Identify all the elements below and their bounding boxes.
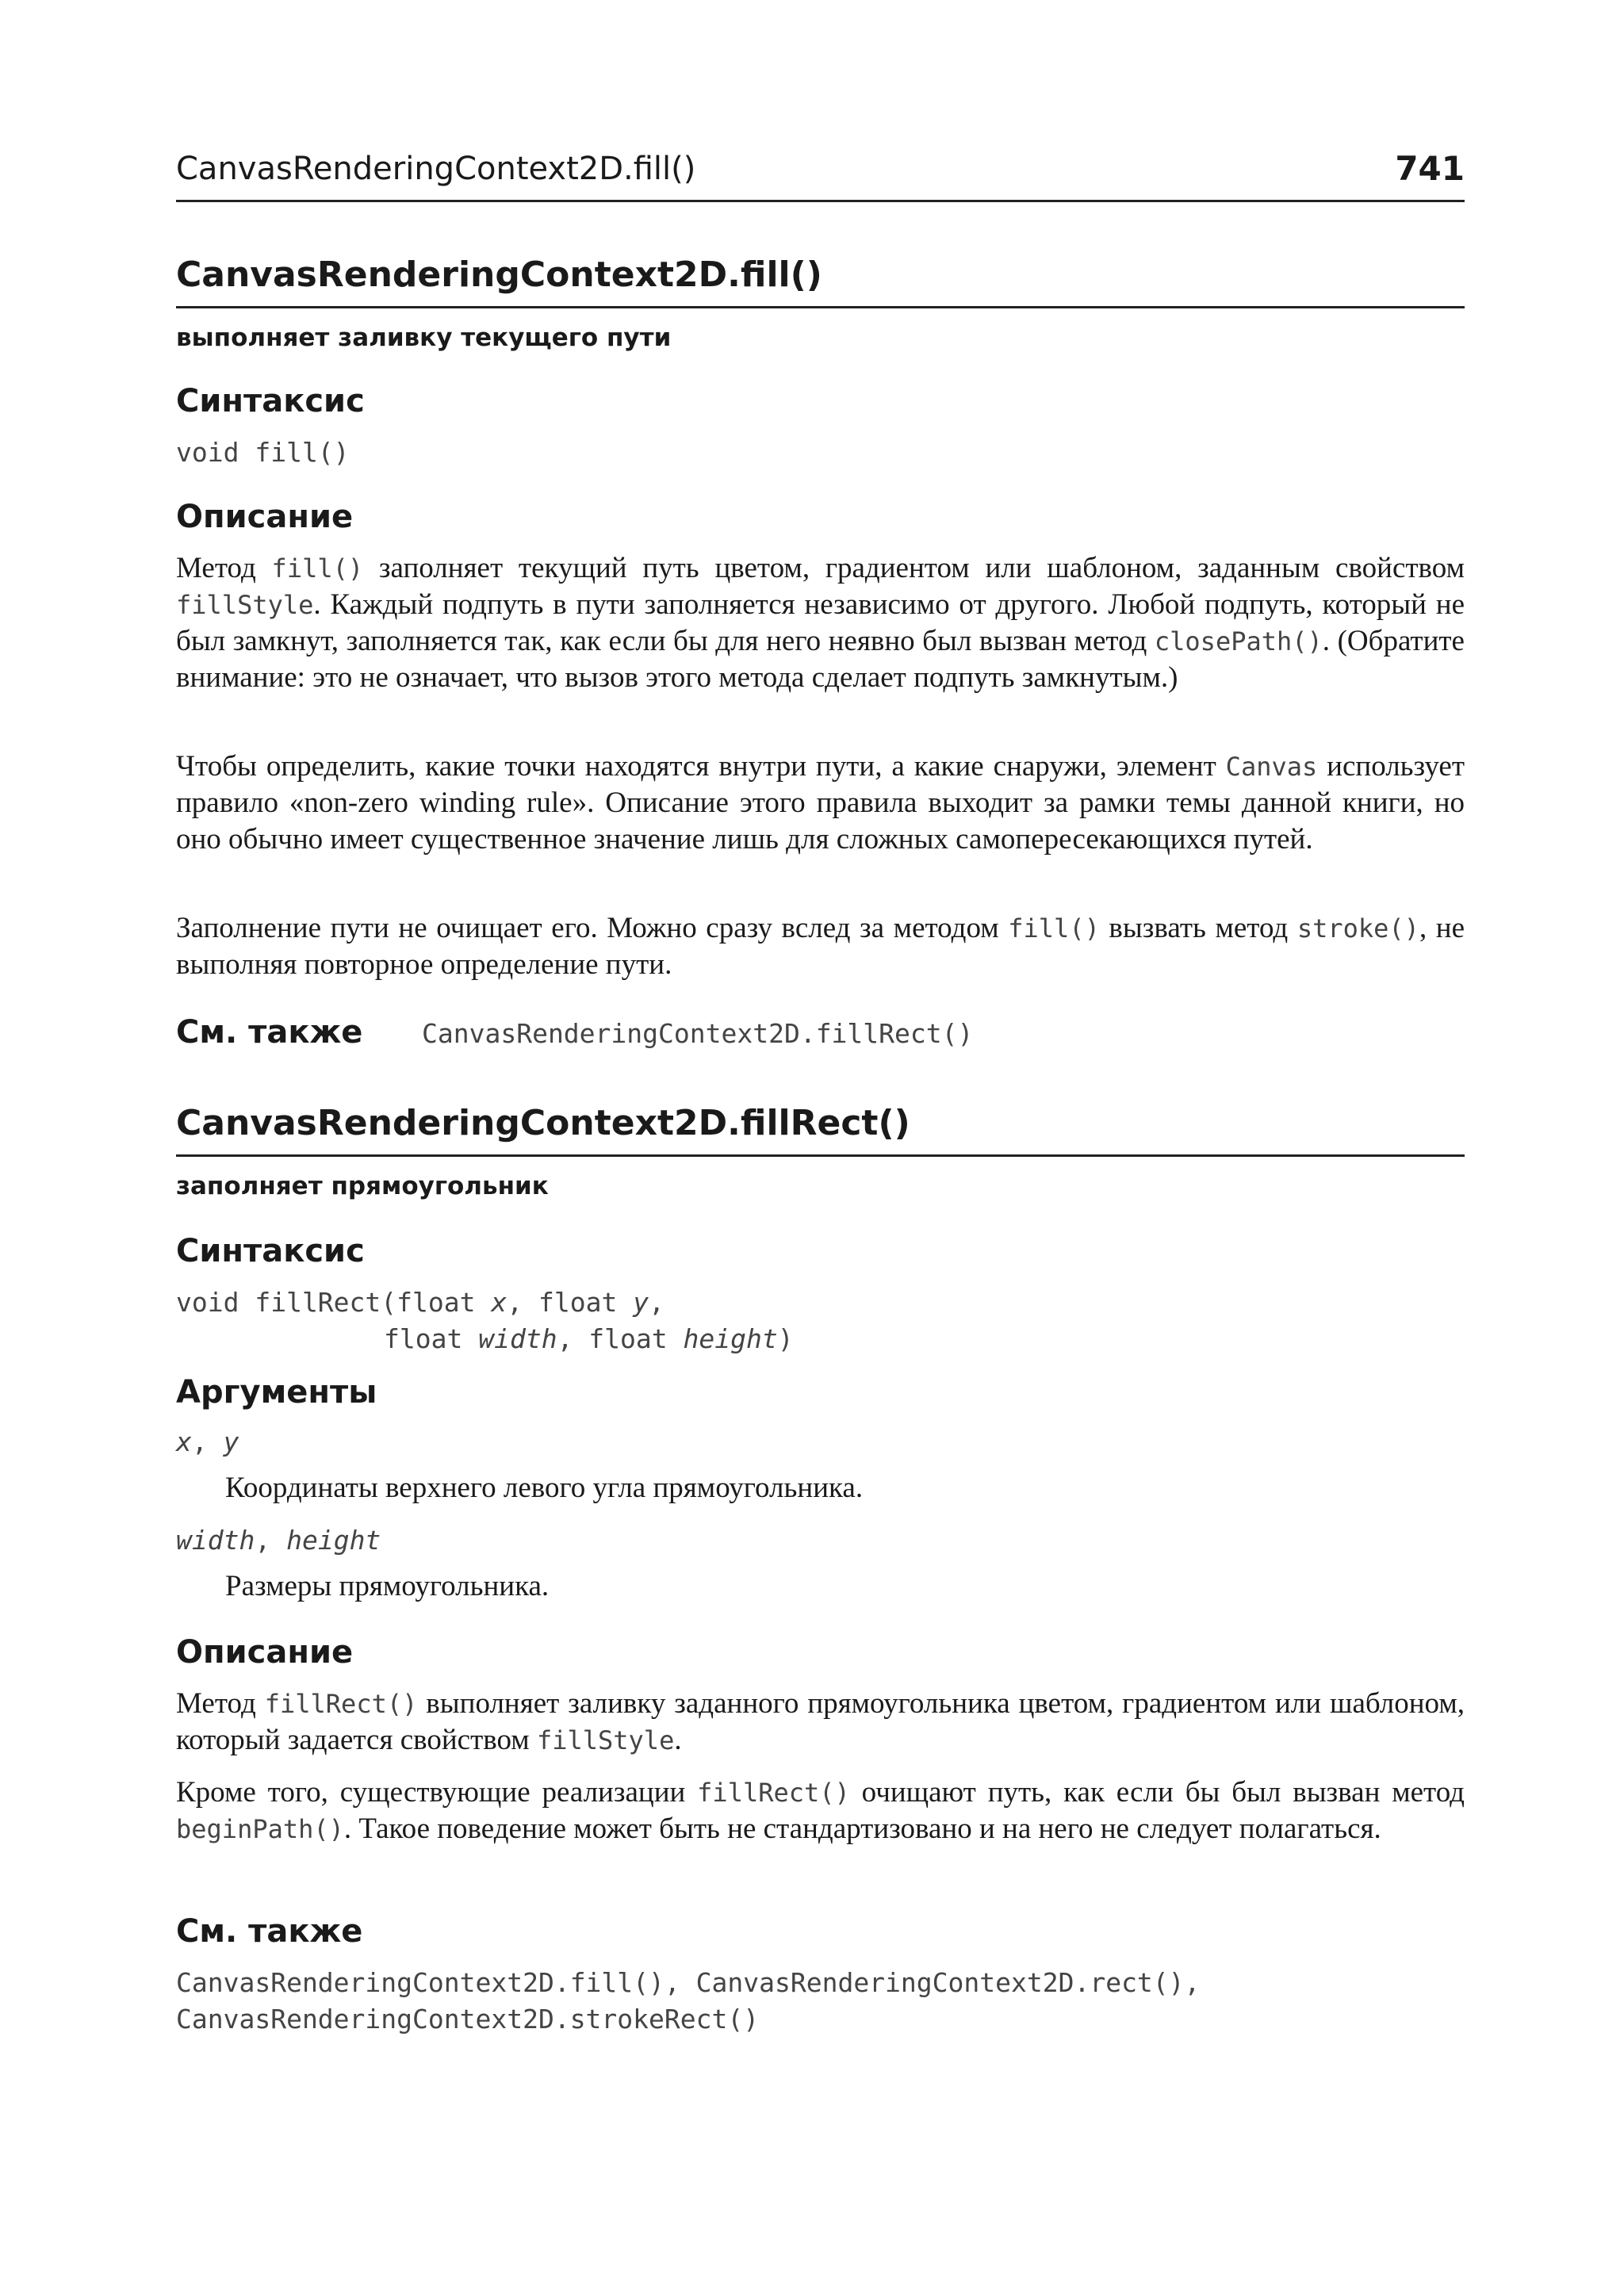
code-fillstyle: fillStyle [536,1725,675,1755]
entry-subtitle-fill: выполняет заливку текущего пути [176,323,672,352]
syntax-heading: Синтаксис [176,383,365,419]
arguments-heading: Аргументы [176,1374,377,1411]
code-fill: fill() [271,553,364,584]
code-canvas: Canvas [1225,752,1318,782]
code-fillrect: fillRect() [697,1778,850,1808]
see-also-link: CanvasRenderingContext2D.fillRect() [422,1018,974,1049]
see-also-link: CanvasRenderingContext2D.strokeRect() [176,2004,760,2035]
code-fill: fill() [1008,913,1100,944]
description-heading: Описание [176,1634,354,1671]
argument-name: x, y [176,1426,239,1457]
syntax-code-line: void fillRect(float x, float y, [176,1287,665,1318]
entry-title-fill: CanvasRenderingContext2D.fill() [176,252,1465,308]
argument-description: Размеры прямоугольника. [225,1570,550,1602]
page-number: 741 [1395,149,1465,188]
description-paragraph: Метод fillRect() выполняет заливку заданного прямоугольника цветом, градиентом или шаблоном, который задается свойством fillStyle. [176,1687,1465,1756]
see-also-link: CanvasRenderingContext2D.fill(), [176,1967,680,1998]
entry-subtitle-fillrect: заполняет прямоугольник [176,1172,549,1200]
description-paragraph: Чтобы определить, какие точки находятся внутри пути, а какие снаружи, элемент Canvas использует правило «non-zero winding rule». Описание этого правила выходит за рамки темы данной книги, но оно обычно имеет существенное значение лишь для сложных самопересекающихся путей. [176,750,1465,856]
description-heading: Описание [176,499,354,535]
running-title: CanvasRenderingContext2D.fill() [176,151,696,187]
running-header [176,147,1465,202]
see-also-heading: См. также [176,1913,363,1950]
code-fillrect: fillRect() [264,1689,418,1719]
syntax-code-line: float width, float height) [384,1323,794,1354]
description-paragraph: Заполнение пути не очищает его. Можно сразу вслед за методом fill() вызвать метод stroke(), не выполняя повторное определение пути. [176,912,1465,981]
see-also-list [176,1965,1465,2038]
syntax-heading: Синтаксис [176,1233,365,1269]
see-also-link: CanvasRenderingContext2D.rect(), [695,1967,1201,1998]
code-closepath: closePath() [1154,626,1323,657]
see-also-heading: См. также [176,1014,363,1051]
code-stroke: stroke() [1297,913,1419,944]
description-paragraph: Кроме того, существующие реализации fillRect() очищают путь, как если бы был вызван метод beginPath(). Такое поведение может быть не стандартизовано и на него не следует полагаться. [176,1776,1465,1845]
argument-name: width, height [176,1525,381,1556]
entry-title-fillrect: CanvasRenderingContext2D.fillRect() [176,1101,1465,1157]
code-beginpath: beginPath() [176,1814,344,1844]
book-page [176,0,1465,2293]
code-fillstyle: fillStyle [176,590,314,620]
syntax-code: void fill() [176,437,350,468]
description-paragraph: Метод fill() заполняет текущий путь цветом, градиентом или шаблоном, заданным свойством fillStyle. Каждый подпуть в пути заполняется независимо от другого. Любой подпуть, который не был замкнут, заполняется так, как если бы для него неявно был вызван метод closePath(). (Обратите внимание: это не означает, что вызов этого метода сделает подпуть замкнутым.) [176,552,1465,694]
argument-description: Координаты верхнего левого угла прямоугольника. [225,1472,864,1504]
